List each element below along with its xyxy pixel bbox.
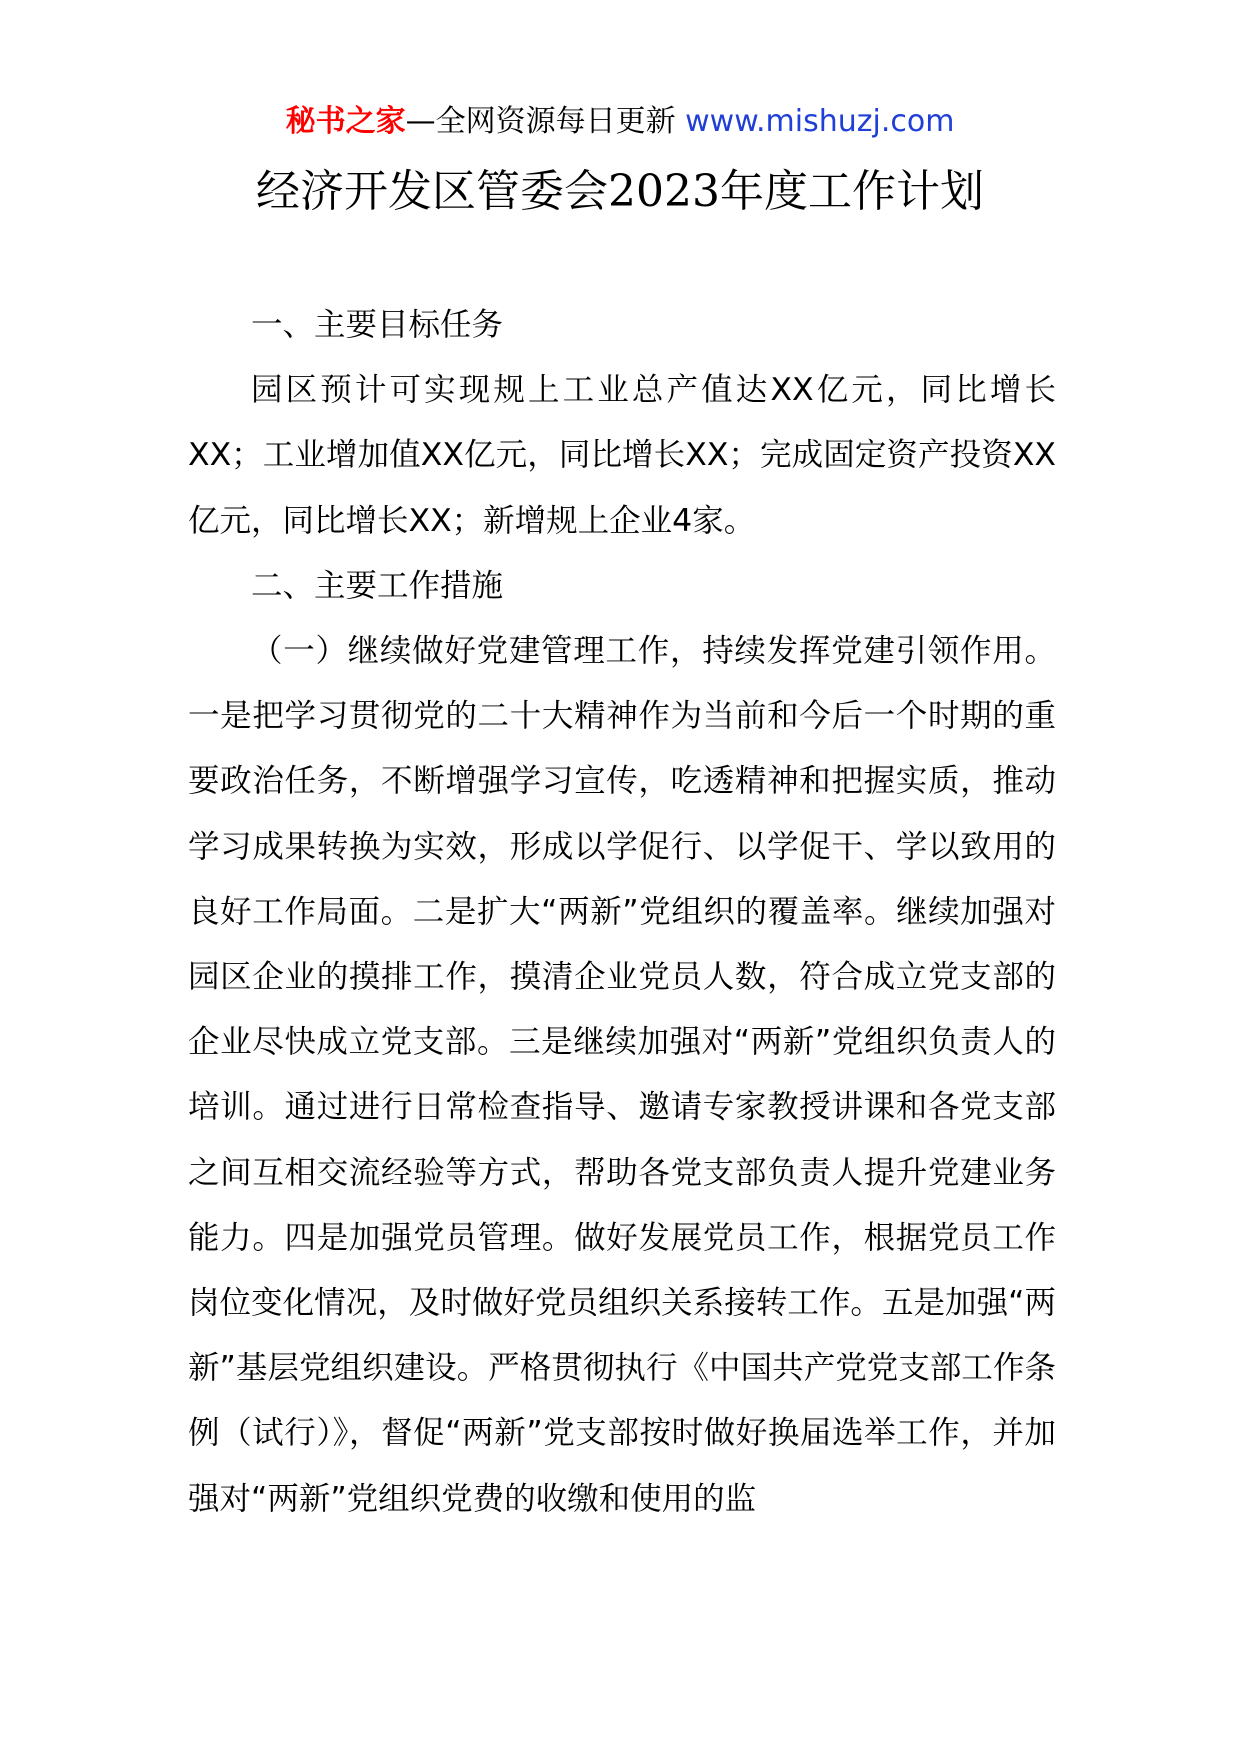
paragraph-goals: 园区预计可实现规上工业总产值达XX亿元，同比增长XX；工业增加值XX亿元，同比增长XX；完成固定资产投资XX亿元，同比增长XX；新增规上企业4家。 bbox=[188, 372, 1056, 539]
section-heading-goals: 一、主要目标任务 bbox=[251, 307, 504, 343]
document-body bbox=[188, 293, 1056, 1532]
document-title: 经济开发区管委会2023年度工作计划 bbox=[256, 166, 984, 217]
site-url-link[interactable]: www.mishuzj.com bbox=[685, 104, 955, 139]
section-heading-measures: 二、主要工作措施 bbox=[251, 567, 504, 604]
paragraph-party-building: （一）继续做好党建管理工作，持续发挥党建引领作用。一是把学习贯彻党的二十大精神作为当前和今后一个时期的重要政治任务，不断增强学习宣传，吃透精神和把握实质，推动学习成果转换为实效，形成以学促行、以学促干、学以致用的良好工作局面。二是扩大“两新”党组织的覆盖率。继续加强对园区企业的摸排工作，摸清企业党员人数，符合成立党支部的企业尽快成立党支部。三是继续加强对“两新”党组织负责人的培训。通过进行日常检查指导、邀请专家教授讲课和各党支部之间互相交流经验等方式，帮助各党支部负责人提升党建业务能力。四是加强党员管理。做好发展党员工作，根据党员工作岗位变化情况，及时做好党员组织关系接转工作。五是加强“两新”基层党组织建设。严格贯彻执行《中国共产党党支部工作条例（试行）》，督促“两新”党支部按时做好换届选举工作，并加强对“两新”党组织党费的收缴和使用的监 bbox=[188, 633, 1056, 1517]
brand-name: 秘书之家 bbox=[285, 104, 406, 139]
banner-slogan: —全网资源每日更新 bbox=[405, 104, 686, 139]
site-banner bbox=[0, 100, 1240, 144]
